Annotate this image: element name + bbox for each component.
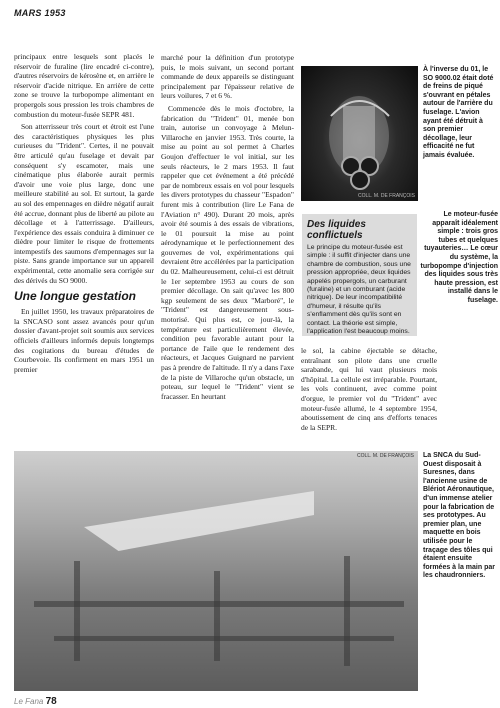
page-number: 78 <box>45 696 57 707</box>
rack-shape <box>344 556 350 666</box>
sidebar-box <box>302 214 417 336</box>
rack-shape <box>74 561 80 661</box>
photo-credit: COLL. M. DE FRANÇOIS <box>357 453 414 459</box>
paragraph: le sol, la cabine éjectable se détache, entraînant son pilote dans une cruelle sarabande, qui lui vaut plusieurs mois d'hôpital. La cellule est irréparable. Pourtant, les vols continuent, avec comme point d'orgue, le premier vol du "Trident" avec moteur-fusée allumé, le 4 septembre 1954, aboutissement de cinq ans d'efforts tenaces de la SEPR. <box>301 346 437 432</box>
issue-header: MARS 1953 <box>14 8 66 18</box>
engine-caption: Le moteur-fusée apparaît idéalement simple : trois gros tubes et quelques tuyauteries… Le cœur du système, la turbopompe d'injection des liquides sous très haute pression, est installé dans le fuselage. <box>420 211 498 304</box>
section-subheading: Une longue gestation <box>14 289 137 304</box>
rack-shape <box>214 571 220 661</box>
workbench-shape <box>54 636 394 641</box>
sidebar-title: Des liquides conflictuels <box>307 219 366 241</box>
paragraph: En juillet 1950, les travaux préparatoires de la SNCASO sont assez avancés pour qu'un dossier d'avant-projet soit soumis aux services officiels d'ailleurs informés depuis longtemps des cogitations du bureau d'études de Courbevoie. Ils confirment en mars 1951 un premier <box>14 307 154 374</box>
paragraph: Commencée dès le mois d'octobre, la fabrication du "Trident" 01, menée bon train, autorise un convoyage à Melun-Villaroche en janvier 1953. Très courte, la mise au point au sol permet à Charles Goujon d'effectuer le vol initial, sur les seuls réacteurs, le 2 mars 1953. Il faut rappeler que cet événement a été précédé par de nombreux essais en vol pour lesquels les divers prototypes du chasseur "Espadon" furent mis à contribution (lire Le Fana de l'Aviation n° 490). Durant 20 mois, après avoir été soumis à des essais de vibrations, le 01 poursuit la mise au point aérodynamique et le perfectionnement des gouvernes de vol, expérimentations qui devraient être accélérées par la participation du 02. Malheureusement, celui-ci est détruit le 1er septembre 1953 au cours de son premier décollage. On sait qu'avec les 800 kgp seulement de ses deux "Marboré", le "Trident" est dangereusement sous-motorisé. Qui plus est, ce jour-là, la température est particulièrement élevée, condition peu favorable autant pour la portance de l'aile que le rendement des réacteurs, et Jacques Guignard ne parvient pas à prendre de l'altitude. Il n'y a dans l'axe de la piste de Villaroche qu'un obstacle, un poteau, sur lequel le "Trident" vient se fracasser. En heurtant <box>161 103 294 401</box>
paragraph: principaux entre lesquels sont placés le réservoir de furaline (lire encadré ci-contre), d'autres réservoirs de kérosène et, en arrière le réservoir d'acide nitrique. En arrière de cette zone se trouve la turbopompe alimentant en propergols sous pression les trois chambres de combustion du moteur-fusée SEPR 481. <box>14 52 154 119</box>
text-column-2 <box>161 53 294 438</box>
paragraph: marché pour la définition d'un prototype puis, le mois suivant, un second portant commande de deux appareils se distinguant principalement par l'épaisseur relative de leurs voilures, 7 et 6 %. <box>161 53 294 101</box>
rocket-engine-photo <box>301 66 418 201</box>
sidebar-text: Le principe du moteur-fusée est simple : il suffit d'injecter dans une chambre de combustion, sous une pression appropriée, deux liquides appelés propergols, un carburant (furaline) et un comburant (acide nitrique). De leur incompatibilité d'humeur, il résulte qu'ils s'enflamment dès qu'ils sont en contact. La théorie est simple, l'application l'est beaucoup moins. <box>307 244 411 336</box>
photo-credit: COLL. M. DE FRANÇOIS <box>358 193 415 199</box>
magazine-name: Le Fana <box>14 697 44 706</box>
page-footer <box>14 696 57 707</box>
text-column-1 <box>14 52 154 437</box>
aircraft-mockup-shape <box>84 491 314 551</box>
engine-illustration <box>301 66 418 201</box>
photo-caption: À l'inverse du 01, le SO 9000.02 était doté de freins de piqué s'ouvrant en pétales autour de l'arrière du fuselage. L'avion ayant été détruit à son premier décollage, leur efficacité ne fut jamais évaluée. <box>423 66 494 159</box>
factory-caption: La SNCA du Sud-Ouest disposait à Suresnes, dans l'ancienne usine de Blériot Aéronautique, d'un immense atelier pour la fabrication de ses prototypes. Au premier plan, une maquette en bois utilisée pour le traçage des tôles qui étaient ensuite formées à la main par les chaudronniers. <box>423 452 495 580</box>
paragraph: Son atterrisseur très court et étroit est l'une des caractéristiques physiques les plus curieuses du "Trident". Certes, il ne pouvait être articulé qu'au fuselage et devait par conséquent s'y escamoter, mais une cinématique plus élaborée aurait permis d'avoir une voie plus large, donc une meilleure stabilité au sol. Et surtout, la garde au sol des empennages en dièdre négatif aurait été accrue, donnant plus de liberté au pilote au décollage et à l'atterrissage. D'ailleurs, l'expérience des essais conduira à diminuer ce dièdre pour limiter le risque de frottements intempestifs des saumons d'empennages sur la piste. Sans grande importance sur un appareil expérimental, cette anomalie sera corrigée sur des dérivés du SO 9000. <box>14 122 154 285</box>
text-column-3 <box>301 346 437 436</box>
factory-photo <box>14 451 418 691</box>
